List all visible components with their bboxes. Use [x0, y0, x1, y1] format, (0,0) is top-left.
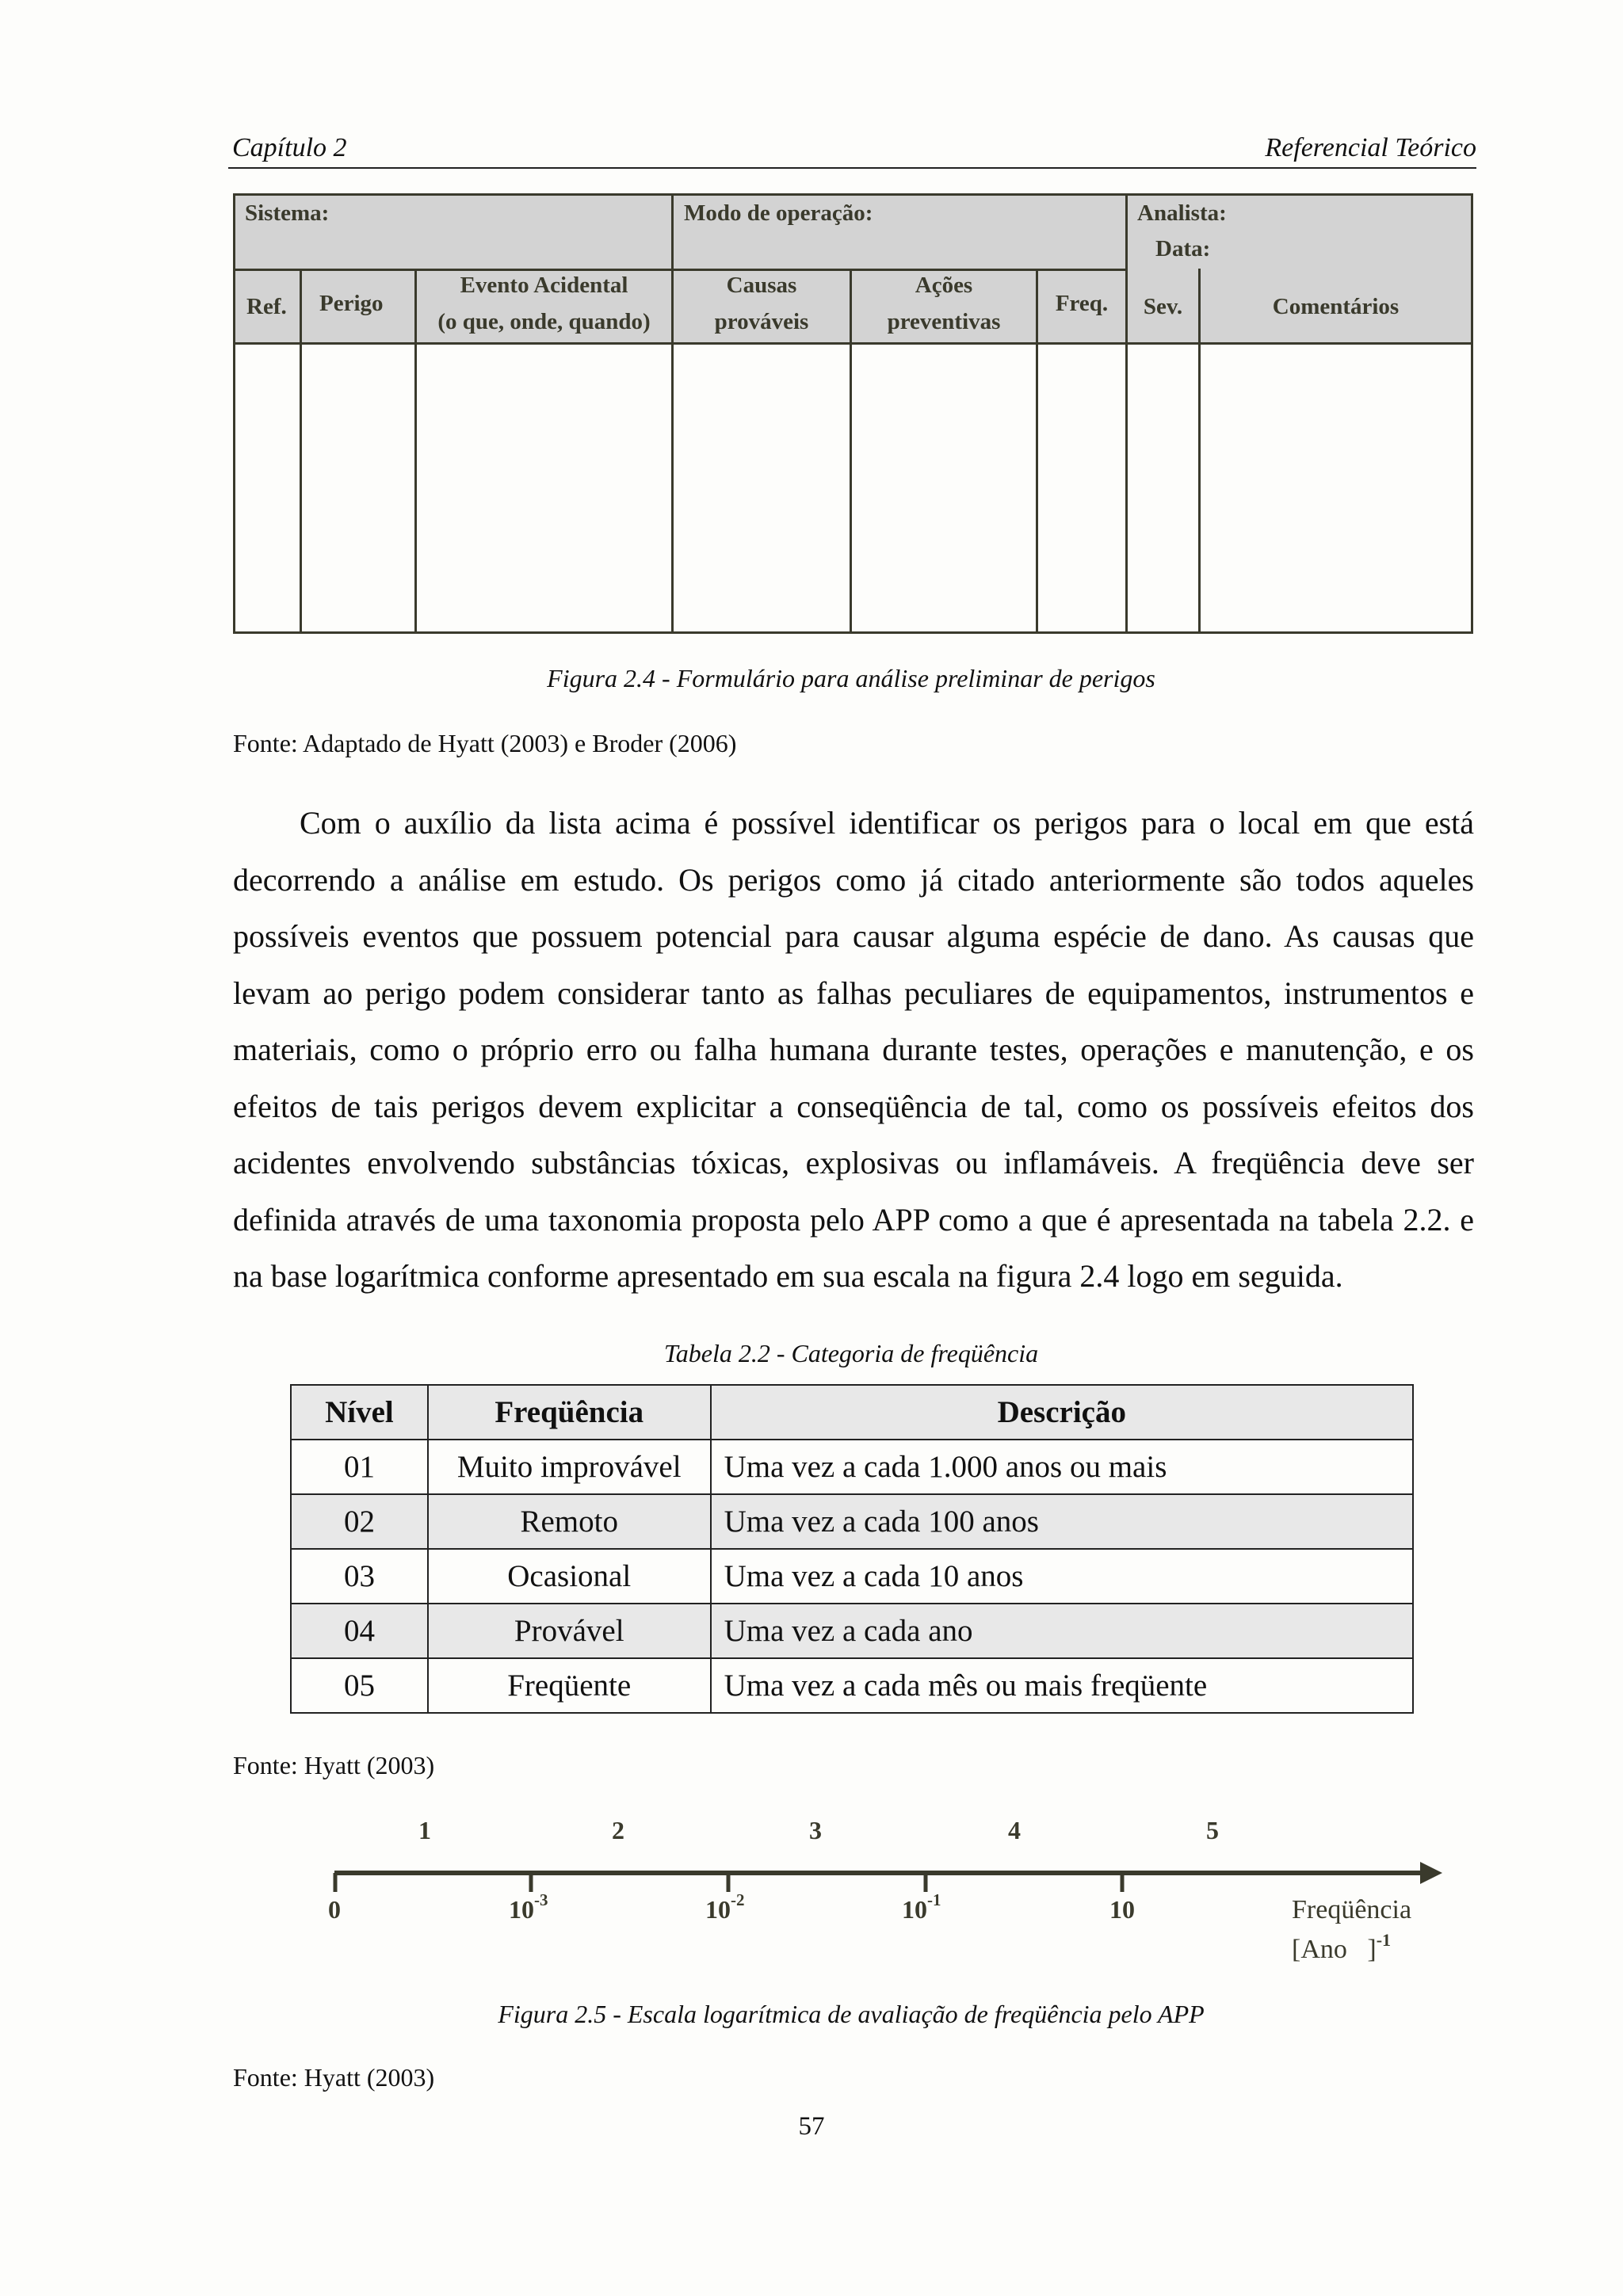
- col-ref: Ref.: [246, 294, 287, 319]
- table-row: [291, 1494, 1413, 1549]
- scale-axis-label: Freqüência: [1292, 1895, 1412, 1924]
- table-row: [291, 1440, 1413, 1494]
- page-number: 57: [798, 2112, 825, 2141]
- body-paragraph: Com o auxílio da lista acima é possível identificar os perigos para o local em que está decorrendo a análise em estudo. Os perigos como já citado anteriormente são todos aqueles possíveis eventos que possuem potencial para causar alguma espécie de dano. As causas que levam ao perigo podem considerar tanto as falhas peculiares de equipamentos, instrumentos e materiais, como o próprio erro ou falha humana durante testes, operações e manutenção, e os efeitos de tais perigos devem explicitar a conseqüência de tal, como os possíveis efeitos dos acidentes envolvendo substâncias tóxicas, explosivas ou inflamáveis. A freqüência deve ser definida através de uma taxonomia proposta pelo APP como a que é apresentada na tabela 2.2. e na base logarítmica conforme apresentado em sua escala na figura 2.4 logo em seguida.: [233, 805, 1474, 1294]
- running-header-right: Referencial Teórico: [1265, 133, 1476, 162]
- frequency-table: [290, 1384, 1414, 1714]
- scale-category-2: 2: [612, 1816, 624, 1844]
- col-comentarios: Comentários: [1272, 294, 1400, 319]
- form-sistema-label: Sistema:: [245, 200, 330, 226]
- cell-nivel: 04: [291, 1604, 428, 1658]
- form-modo-label: Modo de operação:: [684, 200, 873, 226]
- cell-frequencia: Freqüente: [428, 1658, 711, 1713]
- cell-nivel: 02: [291, 1494, 428, 1549]
- form-divider: [671, 196, 674, 631]
- scale-axis-arrow: [1420, 1862, 1442, 1884]
- figure-2-5-source: Fonte: Hyatt (2003): [233, 2063, 435, 2092]
- cell-nivel: 01: [291, 1440, 428, 1494]
- cell-descricao: Uma vez a cada ano: [711, 1604, 1413, 1658]
- scale-tick-label: 10: [1109, 1895, 1135, 1924]
- col-sev: Sev.: [1143, 294, 1183, 319]
- app-form-figure: [233, 193, 1473, 634]
- scale-tick-label: $10^{-2}$: [705, 1890, 745, 1924]
- form-data-label: Data:: [1155, 236, 1211, 261]
- cell-frequencia: Ocasional: [428, 1549, 711, 1604]
- table-row: [291, 1604, 1413, 1658]
- scale-tick-label: $10^{-1}$: [902, 1890, 941, 1924]
- table-header-row: [291, 1385, 1413, 1440]
- form-divider: [1036, 269, 1038, 631]
- header-nivel: Nível: [291, 1385, 428, 1440]
- col-causas-line2: prováveis: [714, 309, 809, 334]
- header-frequencia: Freqüência: [428, 1385, 711, 1440]
- figure-2-4-caption: Figura 2.4 - Formulário para análise preliminar de perigos: [547, 664, 1155, 692]
- cell-descricao: Uma vez a cada 100 anos: [711, 1494, 1413, 1549]
- cell-nivel: 05: [291, 1658, 428, 1713]
- figure-2-5-caption: Figura 2.5 - Escala logarítmica de avaliação de freqüência pelo APP: [498, 2000, 1205, 2028]
- scale-category-4: 4: [1008, 1816, 1021, 1844]
- table-row: [291, 1549, 1413, 1604]
- cell-descricao: Uma vez a cada mês ou mais freqüente: [711, 1658, 1413, 1713]
- table-row: [291, 1658, 1413, 1713]
- col-acoes-line2: preventivas: [887, 309, 1001, 334]
- log-scale-figure: [317, 1814, 1442, 1989]
- cell-descricao: Uma vez a cada 1.000 anos ou mais: [711, 1440, 1413, 1494]
- scale-tick-label: 0: [328, 1895, 341, 1924]
- col-evento-line2: (o que, onde, quando): [437, 309, 651, 334]
- form-divider: [1125, 196, 1128, 631]
- scale-tick-label: $10^{-3}$: [509, 1890, 548, 1924]
- form-rule: [235, 269, 1125, 271]
- cell-frequencia: Muito improvável: [428, 1440, 711, 1494]
- scale-category-3: 3: [809, 1816, 822, 1844]
- scale-category-1: 1: [418, 1816, 431, 1844]
- cell-descricao: Uma vez a cada 10 anos: [711, 1549, 1413, 1604]
- col-evento-line1: Evento Acidental: [460, 273, 628, 298]
- running-header-left: Capítulo 2: [232, 133, 347, 162]
- cell-nivel: 03: [291, 1549, 428, 1604]
- col-freq: Freq.: [1055, 291, 1109, 316]
- cell-frequencia: Remoto: [428, 1494, 711, 1549]
- form-rule: [235, 342, 1471, 345]
- scale-unit-label: [Ano ]$^{-1}$: [1292, 1930, 1392, 1964]
- form-divider: [1198, 269, 1201, 631]
- form-divider: [300, 269, 302, 631]
- col-acoes-line1: Ações: [915, 273, 973, 298]
- table-2-2-caption: Tabela 2.2 - Categoria de freqüência: [663, 1339, 1039, 1367]
- scale-category-5: 5: [1206, 1816, 1219, 1844]
- scale-axis: [317, 1814, 1442, 1989]
- col-causas-line1: Causas: [726, 273, 797, 298]
- header-descricao: Descrição: [711, 1385, 1413, 1440]
- header-rule: [228, 167, 1476, 169]
- col-perigo: Perigo: [319, 291, 384, 316]
- form-analista-label: Analista:: [1137, 200, 1227, 226]
- cell-frequencia: Provável: [428, 1604, 711, 1658]
- table-2-2-source: Fonte: Hyatt (2003): [233, 1751, 435, 1779]
- figure-2-4-source: Fonte: Adaptado de Hyatt (2003) e Broder (2006): [233, 729, 737, 757]
